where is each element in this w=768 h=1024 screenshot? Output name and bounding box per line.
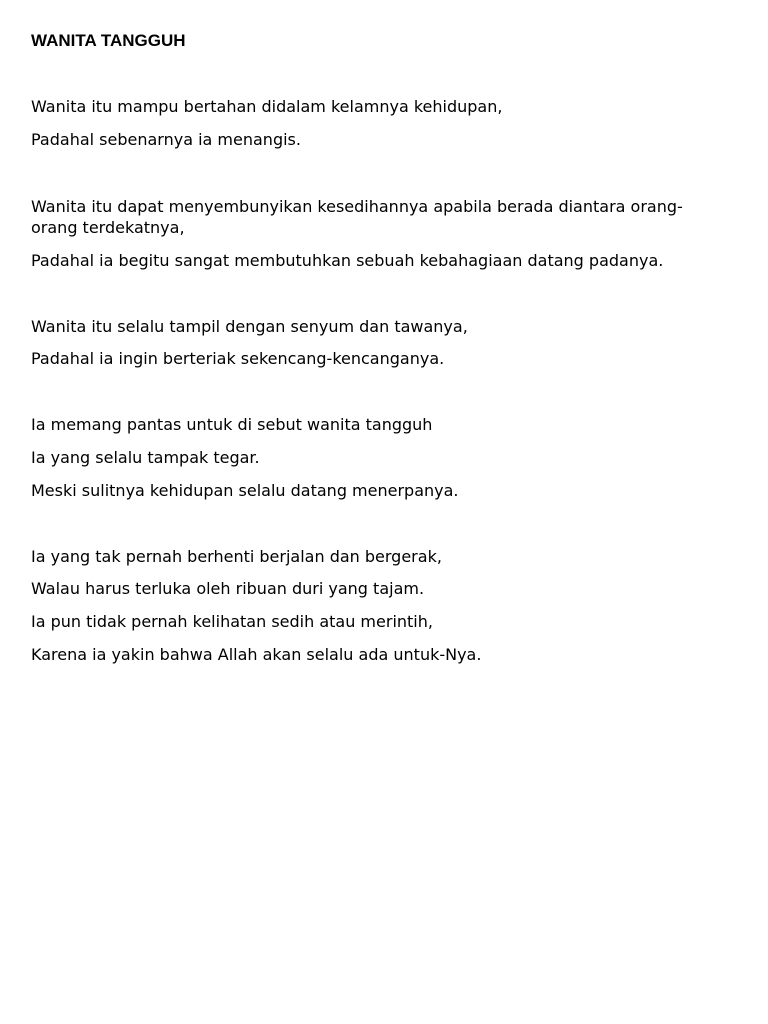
stanza-1-line-2: Padahal sebenarnya ia menangis.: [31, 130, 301, 149]
stanza-4-line-3: Meski sulitnya kehidupan selalu datang menerpanya.: [31, 481, 459, 500]
stanza-3-line-2: Padahal ia ingin berteriak sekencang-kencanganya.: [31, 349, 445, 368]
stanza-2-line-2: Padahal ia begitu sangat membutuhkan sebuah kebahagiaan datang padanya.: [31, 251, 664, 270]
stanza-4-line-2: Ia yang selalu tampak tegar.: [31, 448, 260, 467]
stanza-1-line-1: Wanita itu mampu bertahan didalam kelamnya kehidupan,: [31, 97, 503, 116]
stanza-5-line-1: Ia yang tak pernah berhenti berjalan dan bergerak,: [31, 547, 442, 566]
stanza-4-line-1: Ia memang pantas untuk di sebut wanita tangguh: [31, 415, 433, 434]
poem-title: WANITA TANGGUH: [31, 31, 186, 50]
stanza-3-line-1: Wanita itu selalu tampil dengan senyum dan tawanya,: [31, 317, 468, 336]
stanza-5-line-4: Karena ia yakin bahwa Allah akan selalu ada untuk-Nya.: [31, 645, 482, 664]
stanza-5-line-2: Walau harus terluka oleh ribuan duri yang tajam.: [31, 579, 425, 598]
stanza-5-line-3: Ia pun tidak pernah kelihatan sedih atau merintih,: [31, 612, 433, 631]
stanza-2-line-1: Wanita itu dapat menyembunyikan kesedihannya apabila berada diantara orang-orang terdekatnya,: [31, 197, 683, 237]
